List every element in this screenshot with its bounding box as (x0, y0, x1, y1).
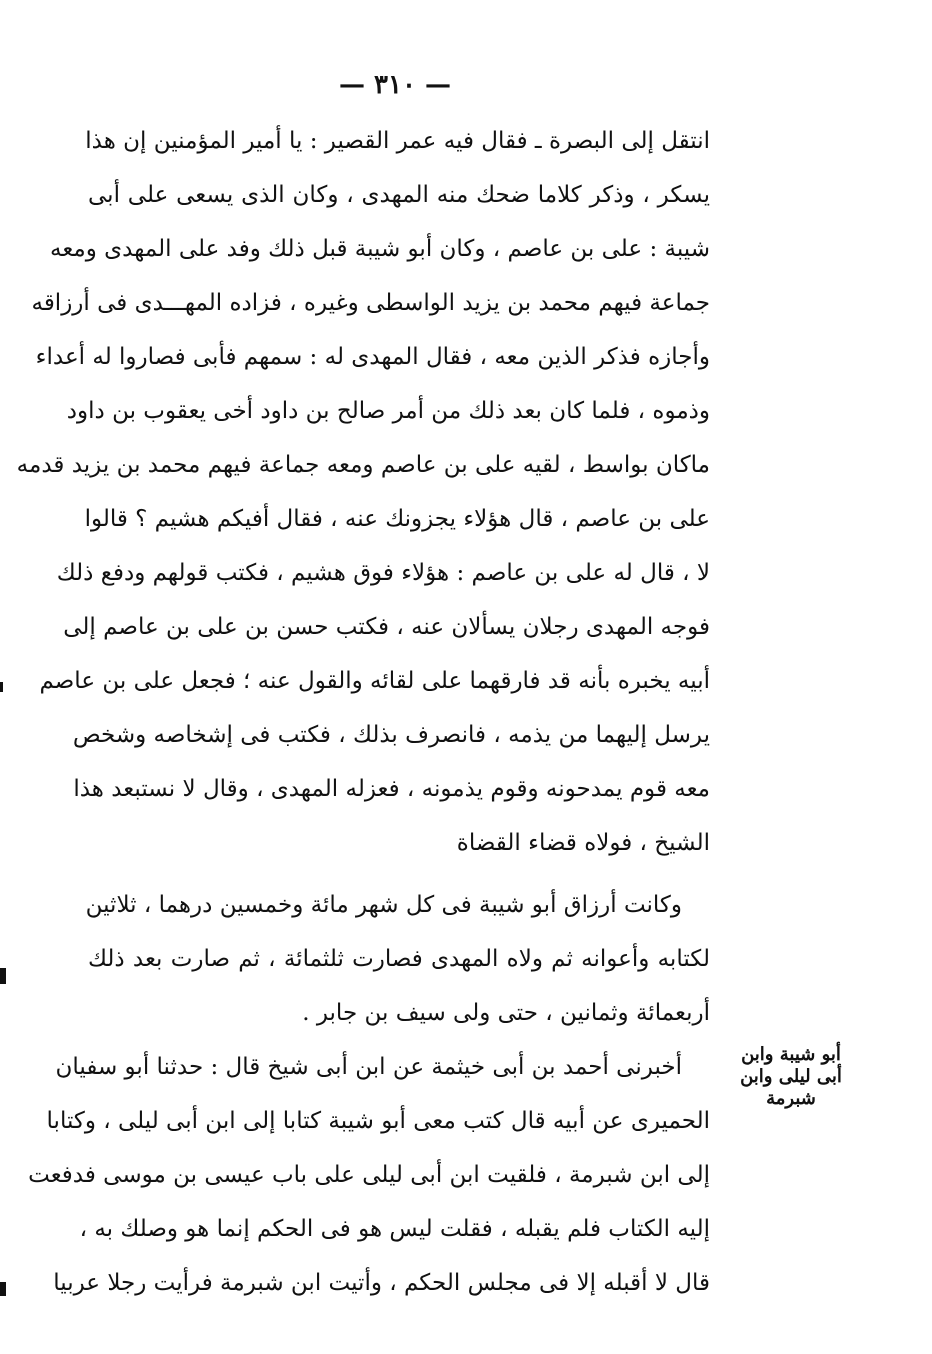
paragraph-1 (16, 114, 710, 870)
text-line: جماعة فيهم محمد بن يزيد الواسطى وغيره ، فزاده المهـــدى فى أرزاقه (31, 290, 710, 316)
scan-edge-mark (0, 1282, 6, 1296)
text-line: معه قوم يمدحونه وقوم يذمونه ، فعزله المهدى ، وقال لا نستبعد هذا (73, 776, 710, 802)
scan-edge-mark (0, 682, 3, 692)
paragraph-2 (85, 878, 710, 1040)
text-line: أربعمائة وثمانين ، حتى ولى سيف بن جابر . (302, 1000, 710, 1026)
text-line: قال لا أقبله إلا فى مجلس الحكم ، وأتيت ابن شبرمة فرأيت رجلا عربيا (53, 1270, 710, 1296)
text-line: أخبرنى أحمد بن أبى خيثمة عن ابن أبى شيخ قال : حدثنا أبو سفيان (55, 1054, 682, 1080)
text-line: وأجازه فذكر الذين معه ، فقال المهدى له : سمهم فأبى فصاروا له أعداء (35, 344, 710, 370)
text-line: على بن عاصم ، قال هؤلاء يجزونك عنه ، فقال أفيكم هشيم ؟ قالوا (84, 506, 710, 532)
text-line: انتقل إلى البصرة ـ فقال فيه عمر القصير : يا أمير المؤمنين إن هذا (85, 128, 710, 154)
text-line: لا ، قال له على بن عاصم : هؤلاء فوق هشيم ، فكتب قولهم ودفع ذلك (56, 560, 710, 586)
text-line: إليه الكتاب فلم يقبله ، فقلت ليس هو فى الحكم إنما هو وصلك به ، (79, 1216, 710, 1242)
margin-note (736, 1044, 846, 1110)
text-line: وذموه ، فلما كان بعد ذلك من أمر صالح بن داود أخى يعقوب بن داود (66, 398, 710, 424)
text-line: يرسل إليهما من يذمه ، فانصرف بذلك ، فكتب فى إشخاصه وشخص (72, 722, 710, 748)
page-number: — ٣١٠ — (338, 70, 452, 100)
margin-note-line: أبو شيبة وابن (741, 1044, 841, 1065)
text-line: ماكان بواسط ، لقيه على بن عاصم ومعه جماعة فيهم محمد بن يزيد قدمه (16, 452, 710, 478)
margin-note-line: شبرمة (766, 1088, 816, 1109)
text-line: فوجه المهدى رجلان يسألان عنه ، فكتب حسن بن على بن عاصم إلى (63, 614, 710, 640)
text-line: أبيه يخبره بأنه قد فارقهما على لقائه والقول عنه ؛ فجعل على بن عاصم (39, 668, 710, 694)
margin-note-line: أبى ليلى وابن (740, 1066, 842, 1087)
text-line: يسكر ، وذكر كلاما ضحك منه المهدى ، وكان الذى يسعى على أبى (88, 182, 710, 208)
scan-edge-mark (0, 968, 6, 984)
paragraph-3 (28, 1040, 710, 1310)
text-line: لكتابه وأعوانه ثم ولاه المهدى فصارت ثلثمائة ، ثم صارت بعد ذلك (88, 946, 710, 972)
text-line: وكانت أرزاق أبو شيبة فى كل شهر مائة وخمسين درهما ، ثلاثين (85, 892, 682, 918)
text-line: إلى ابن شبرمة ، فلقيت ابن أبى ليلى على باب عيسى بن موسى فدفعت (28, 1162, 710, 1188)
text-line: الحميرى عن أبيه قال كتب معى أبو شيبة كتابا إلى ابن أبى ليلى ، وكتابا (46, 1108, 710, 1134)
text-line: شيبة : على بن عاصم ، وكان أبو شيبة قبل ذلك وفد على المهدى ومعه (49, 236, 710, 262)
text-line: الشيخ ، فولاه قضاء القضاة (456, 830, 710, 856)
